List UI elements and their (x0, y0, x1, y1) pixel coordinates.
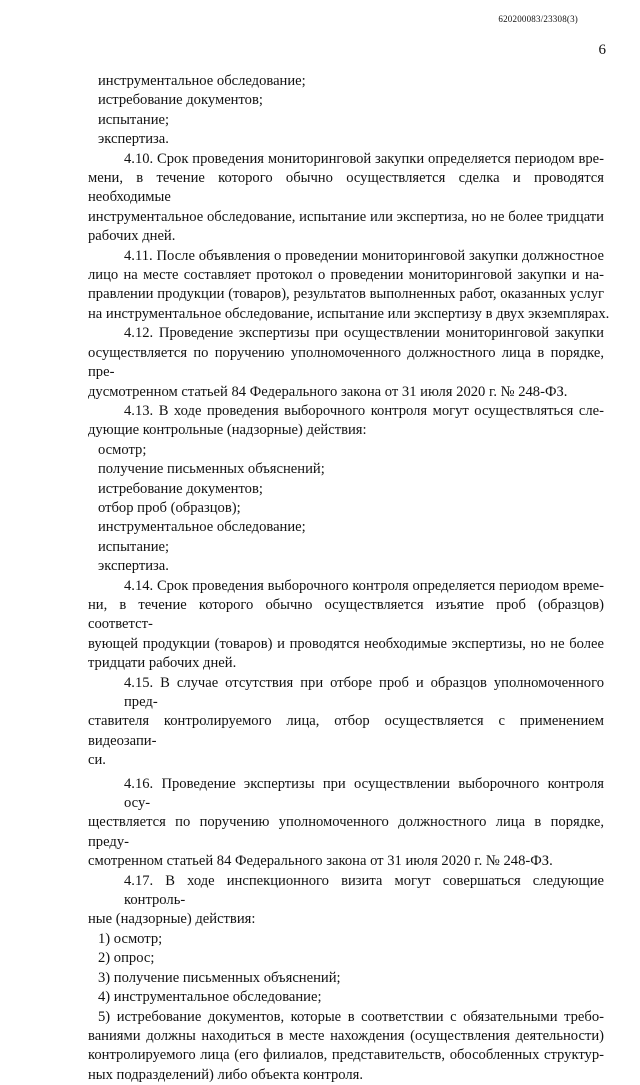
list-item: осмотр; (98, 441, 147, 458)
paragraph-line: 4.16. Проведение экспертизы при осуществлении выборочного контроля осу- (124, 775, 604, 812)
list-item: экспертиза. (98, 131, 169, 148)
paragraph-line: 4.13. В ходе проведения выборочного контроля могут осуществляться сле- (124, 402, 604, 419)
paragraph-line: тридцати рабочих дней. (88, 655, 237, 672)
paragraph-line: вующей продукции (товаров) и проводятся необходимые экспертизы, но не более (88, 635, 604, 652)
paragraph-line: смотренном статьей 84 Федерального закона от 31 июля 2020 г. № 248-ФЗ. (88, 853, 553, 870)
list-item: 5) истребование документов, которые в соответствии с обязательными требо- (98, 1008, 604, 1025)
paragraph-line: на инструментальное обследование, испытание или экспертизу в двух экземплярах. (88, 305, 610, 322)
paragraph-line: мени, в течение которого обычно осуществляется сделка и проводятся необходимые (88, 170, 604, 206)
document-body (88, 72, 610, 1085)
paragraph-line: ных подразделений) либо объекта контроля. (88, 1066, 364, 1083)
list-item: истребование документов; (98, 480, 263, 497)
paragraph-line: 4.15. В случае отсутствия при отборе проб и образцов уполномоченного пред- (124, 674, 604, 710)
paragraph-line: правлении продукции (товаров), результатов выполненных работ, оказанных услуг (88, 286, 604, 303)
list-item: инструментальное обследование; (98, 73, 306, 89)
list-item: инструментальное обследование; (98, 519, 306, 536)
list-item: 3) получение письменных объяснений; (98, 969, 341, 986)
paragraph-line: дующие контрольные (надзорные) действия: (88, 422, 367, 439)
list-item: отбор проб (образцов); (98, 499, 241, 516)
list-item: получение письменных объяснений; (98, 461, 325, 478)
paragraph-line: си. (88, 752, 106, 769)
paragraph-line: 4.14. Срок проведения выборочного контроля определяется периодом време- (124, 577, 604, 594)
list-item: 4) инструментальное обследование; (98, 989, 322, 1006)
paragraph-line: осуществляется по поручению уполномоченного должностного лица в порядке, пре- (88, 344, 604, 381)
paragraph-line: 4.10. Срок проведения мониторинговой закупки определяется периодом вре- (124, 150, 604, 167)
paragraph-line: ваниями должны находиться в месте нахождения (осуществления деятельности) (88, 1027, 604, 1044)
paragraph-line: инструментальное обследование, испытание или экспертиза, но не более тридцати (88, 208, 604, 225)
paragraph-line: ные (надзорные) действия: (88, 911, 256, 928)
paragraph-line: 4.12. Проведение экспертизы при осуществлении мониторинговой закупки (124, 325, 604, 342)
list-item: 1) осмотр; (98, 930, 163, 947)
paragraph-line: рабочих дней. (88, 228, 176, 245)
paragraph-line: 4.11. После объявления о проведении мониторинговой закупки должностное (124, 247, 604, 264)
list-item: экспертиза. (98, 558, 169, 575)
paragraph-line: контролируемого лица (его филиалов, представительств, обособленных структур- (88, 1047, 604, 1064)
list-item: 2) опрос; (98, 950, 155, 967)
paragraph-line: ставителя контролируемого лица, отбор осуществляется с применением видеозапи- (88, 713, 604, 749)
list-item: испытание; (98, 111, 170, 128)
list-item: истребование документов; (98, 92, 263, 109)
paragraph-line: лицо на месте составляет протокол о проведении мониторинговой закупки и на- (88, 267, 604, 284)
paragraph-line: дусмотренном статьей 84 Федерального закона от 31 июля 2020 г. № 248-ФЗ. (88, 383, 568, 400)
paragraph-line: 4.17. В ходе инспекционного визита могут совершаться следующие контроль- (124, 872, 604, 909)
paragraph-line: ществляется по поручению уполномоченного должностного лица в порядке, преду- (88, 814, 604, 850)
paragraph-line: ни, в течение которого обычно осуществляется изъятие проб (образцов) соответст- (88, 596, 604, 633)
list-item: испытание; (98, 538, 170, 555)
page-number: 6 (598, 42, 606, 58)
document-id: 620200083/23308(3) (498, 14, 578, 24)
